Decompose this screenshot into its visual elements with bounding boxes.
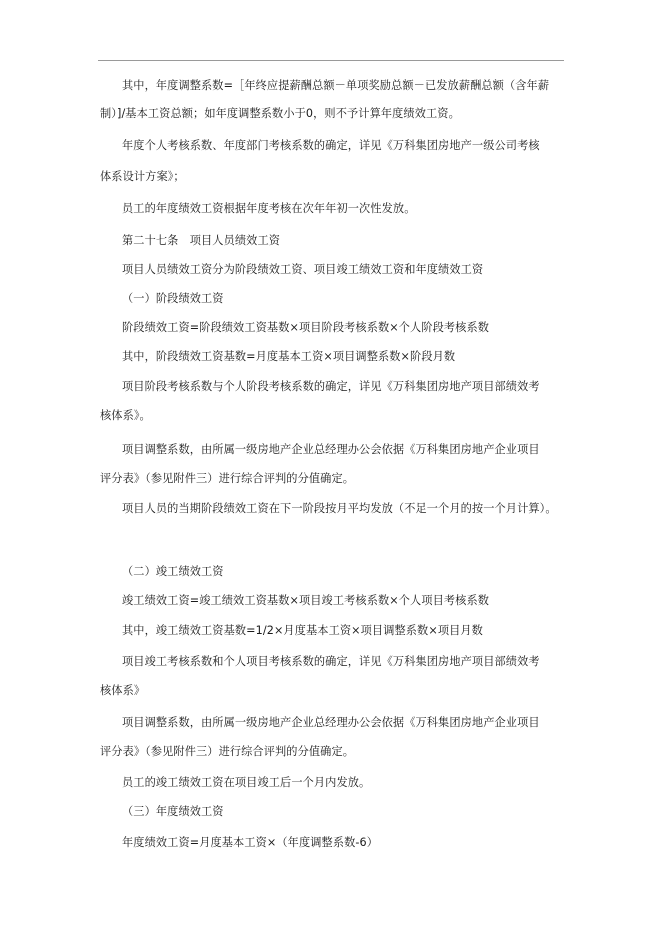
section-heading: 第二十七条 项目人员绩效工资 xyxy=(122,234,281,247)
paragraph-line: 其中，年度调整系数=［年终应提薪酬总额－单项奖励总额－已发放薪酬总额（含年薪 xyxy=(122,79,550,92)
paragraph-line: 年度个人考核系数、年度部门考核系数的确定，详见《万科集团房地产一级公司考核 xyxy=(122,139,540,152)
paragraph-line: 项目竣工考核系数和个人项目考核系数的确定，详见《万科集团房地产项目部绩效考 xyxy=(122,655,540,668)
paragraph-line: 项目调整系数，由所属一级房地产企业总经理办公会依据《万科集团房地产企业项目 xyxy=(122,716,540,729)
formula-line: 竣工绩效工资=竣工绩效工资基数×项目竣工考核系数×个人项目考核系数 xyxy=(122,594,490,607)
subsection-heading: （三）年度绩效工资 xyxy=(122,805,224,818)
paragraph-line: 评分表》（参见附件三）进行综合评判的分值确定。 xyxy=(100,745,355,758)
paragraph-line: 核体系》 xyxy=(100,684,146,697)
subsection-heading: （一）阶段绩效工资 xyxy=(122,292,224,305)
paragraph-line: 员工的年度绩效工资根据年度考核在次年年初一次性发放。 xyxy=(122,202,416,215)
header-rule xyxy=(98,60,564,61)
paragraph-line: 项目人员绩效工资分为阶段绩效工资、项目竣工绩效工资和年度绩效工资 xyxy=(122,263,484,276)
paragraph-line: 项目人员的当期阶段绩效工资在下一阶段按月平均发放（不足一个月的按一个月计算）。 xyxy=(122,502,557,515)
paragraph-line: 其中，竣工绩效工资基数=1/2×月度基本工资×项目调整系数×项目月数 xyxy=(122,624,483,637)
paragraph-line: 评分表》（参见附件三）进行综合评判的分值确定。 xyxy=(100,472,355,485)
paragraph-line: 员工的竣工绩效工资在项目竣工后一个月内发放。 xyxy=(122,776,371,789)
subsection-heading: （二）竣工绩效工资 xyxy=(122,565,224,578)
paragraph-line: 制）]/基本工资总额；如年度调整系数小于0，则不予计算年度绩效工资。 xyxy=(100,107,460,120)
paragraph-line: 项目调整系数，由所属一级房地产企业总经理办公会依据《万科集团房地产企业项目 xyxy=(122,443,540,456)
paragraph-line: 体系设计方案》； xyxy=(100,170,185,183)
paragraph-line: 项目阶段考核系数与个人阶段考核系数的确定，详见《万科集团房地产项目部绩效考 xyxy=(122,380,540,393)
paragraph-line: 其中，阶段绩效工资基数=月度基本工资×项目调整系数×阶段月数 xyxy=(122,350,456,363)
formula-line: 阶段绩效工资=阶段绩效工资基数×项目阶段考核系数×个人阶段考核系数 xyxy=(122,321,490,334)
formula-line: 年度绩效工资=月度基本工资×（年度调整系数-6） xyxy=(122,836,379,849)
paragraph-line: 核体系》。 xyxy=(100,409,151,422)
